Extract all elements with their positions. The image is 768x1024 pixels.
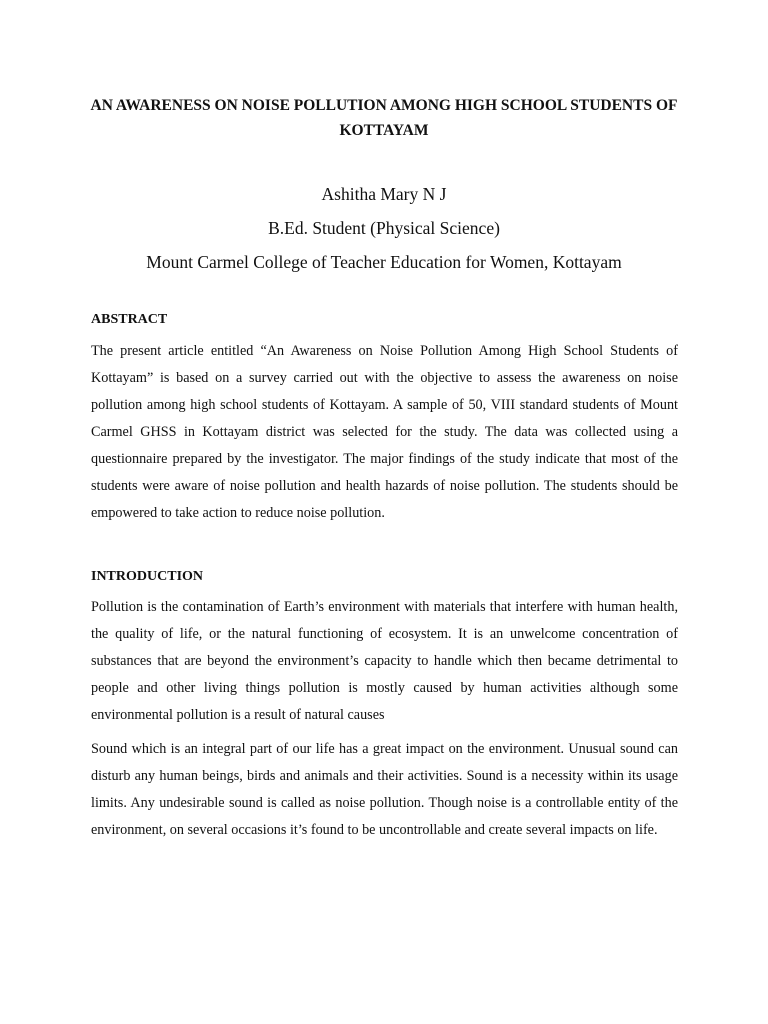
introduction-heading: INTRODUCTION <box>91 569 204 584</box>
introduction-paragraph-2: Sound which is an integral part of our life has a great impact on the environment. Unusual sound can disturb any human beings, birds and animals and their activities. Sound is a necessity within its usage limits. Any undesirable sound is called as noise pollution. Though noise is a controllable entity of the environment, on several occasions it’s found to be uncontrollable and create several impacts on life. <box>91 741 678 838</box>
abstract-text: The present article entitled “An Awareness on Noise Pollution Among High School Students of Kottayam” is based on a survey carried out with the objective to assess the awareness on noise pollution among high school students of Kottayam. A sample of 50, VIII standard students of Mount Carmel GHSS in Kottayam district was selected for the study. The data was collected using a questionnaire prepared by the investigator. The major findings of the study indicate that most of the students were aware of noise pollution and health hazards of noise pollution. The students should be empowered to take action to reduce noise pollution. <box>91 343 678 521</box>
author-block <box>80 177 688 279</box>
author-name: Ashitha Mary N J <box>321 184 447 204</box>
abstract-heading: ABSTRACT <box>91 312 168 327</box>
introduction-paragraph-1: Pollution is the contamination of Earth’s environment with materials that interfere with human health, the quality of life, or the natural functioning of ecosystem. It is an unwelcome concentration of substances that are beyond the environment’s capacity to handle which then became detrimental to people and other living things pollution is mostly caused by human activities although some environmental pollution is a result of natural causes <box>91 599 678 723</box>
author-role: B.Ed. Student (Physical Science) <box>268 218 500 238</box>
paper-title: AN AWARENESS ON NOISE POLLUTION AMONG HIGH SCHOOL STUDENTS OF KOTTAYAM <box>90 97 678 139</box>
author-affiliation: Mount Carmel College of Teacher Education for Women, Kottayam <box>146 252 622 272</box>
